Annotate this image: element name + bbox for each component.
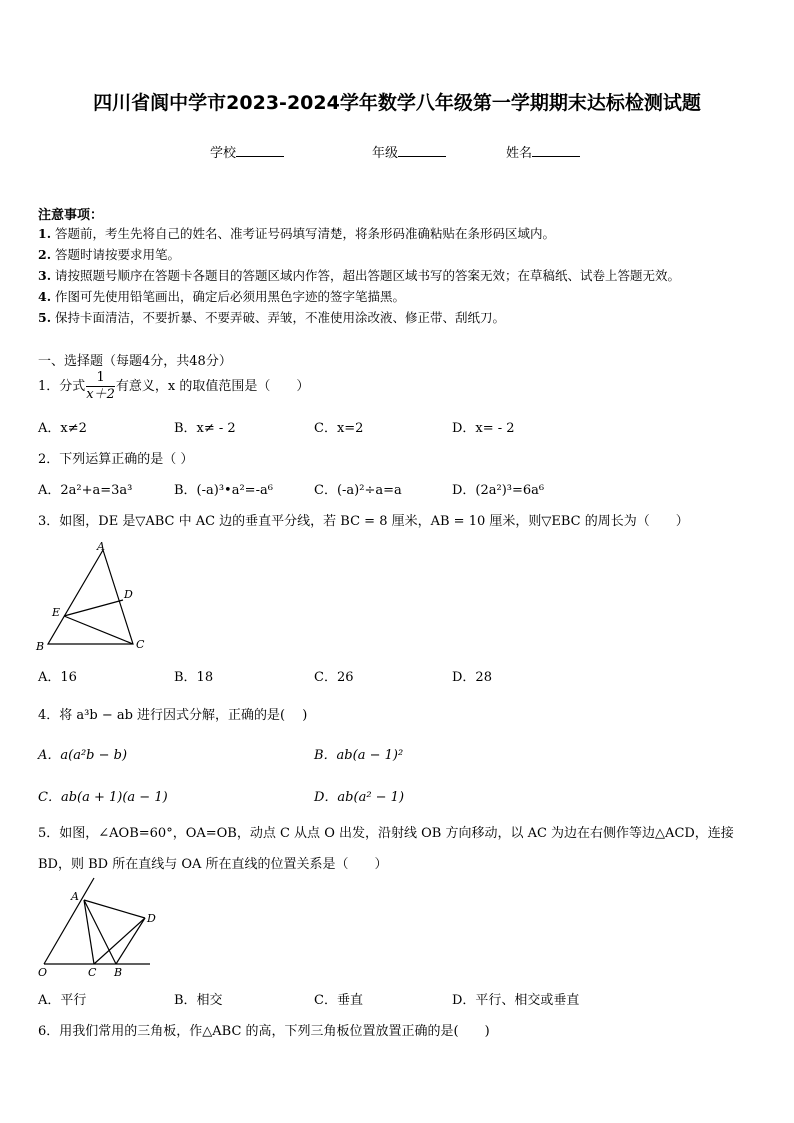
- notice-item: 4. 作图可先使用铅笔画出，确定后必须用黑色字迹的签字笔描黑。: [38, 289, 406, 304]
- q4-option-a: A．a(a²b − b): [38, 748, 128, 763]
- notice-item: 1. 答题前，考生先将自己的姓名、准考证号码填写清楚，将条形码准确粘贴在条形码区域内。: [38, 226, 556, 241]
- question-3: 3．如图，DE 是▽ABC 中 AC 边的垂直平分线，若 BC = 8 厘米，AB = 10 厘米，则▽EBC 的周长为（ ）: [38, 514, 689, 529]
- question-1: 1．分式 $\frac{1}{x+2}$ 有意义，x 的取值范围是（ ）: [38, 370, 310, 402]
- q2-option-b: B．(-a)³•a²=-a⁶: [174, 483, 273, 498]
- question-2: 2．下列运算正确的是（ ）: [38, 452, 194, 467]
- q3-option-a: A．16: [38, 670, 77, 685]
- question-5-line-1: 5．如图，∠AOB=60°，OA=OB，动点 C 从点 O 出发，沿射线 OB 方向移动，以 AC 为边在右侧作等边△ACD，连接: [38, 826, 734, 841]
- section-heading: 一、选择题（每题4分，共48分）: [38, 354, 232, 369]
- question-4: 4．将 a³b − ab 进行因式分解，正确的是( ): [38, 708, 308, 723]
- label-b: B: [36, 640, 45, 653]
- fraction: $\frac{1}{x+2}$: [86, 370, 115, 402]
- notice-heading: 注意事项：: [38, 208, 104, 223]
- q5-option-c: C．垂直: [314, 993, 363, 1008]
- label-e: E: [52, 606, 61, 619]
- q4-option-c: C．ab(a + 1)(a − 1): [38, 790, 168, 805]
- q1-option-b: B．x≠ - 2: [174, 421, 236, 436]
- grade-field: 年级: [372, 142, 446, 161]
- q3-option-b: B．18: [174, 670, 214, 685]
- q1-option-d: D．x= - 2: [452, 421, 515, 436]
- name-field: 姓名: [506, 142, 580, 161]
- question-6: 6．用我们常用的三角板，作△ABC 的高，下列三角板位置放置正确的是( ): [38, 1024, 490, 1039]
- school-field: 学校: [210, 142, 284, 161]
- triangle-abc-figure: [30, 538, 160, 656]
- notice-item: 2. 答题时请按要求用笔。: [38, 247, 181, 262]
- q4-option-d: D．ab(a² − 1): [314, 790, 405, 805]
- q2-option-d: D．(2a²)³=6a⁶: [452, 483, 545, 498]
- label-o: O: [38, 966, 48, 979]
- label-c: C: [88, 966, 97, 979]
- label-c: C: [136, 638, 145, 651]
- notice-item: 3. 请按照题号顺序在答题卡各题目的答题区域内作答，超出答题区域书写的答案无效；在草稿纸、试卷上答题无效。: [38, 268, 681, 283]
- q4-option-b: B．ab(a − 1)²: [314, 748, 404, 763]
- q2-option-c: C．(-a)²÷a=a: [314, 483, 402, 498]
- page-title: 四川省阆中学市2023-2024学年数学八年级第一学期期末达标检测试题: [93, 92, 701, 114]
- label-d: D: [124, 588, 133, 601]
- label-a: A: [97, 540, 105, 553]
- q3-option-d: D．28: [452, 670, 492, 685]
- q1-option-c: C．x=2: [314, 421, 364, 436]
- notice-item: 5. 保持卡面清洁，不要折暴、不要弄破、弄皱，不准使用涂改液、修正带、刮纸刀。: [38, 310, 506, 325]
- q3-option-c: C．26: [314, 670, 354, 685]
- q1-option-a: A．x≠2: [38, 421, 87, 436]
- angle-aob-figure: [30, 876, 160, 980]
- q2-option-a: A．2a²+a=3a³: [38, 483, 133, 498]
- label-a: A: [71, 890, 79, 903]
- q5-option-a: A．平行: [38, 993, 87, 1008]
- label-b: B: [114, 966, 123, 979]
- q5-option-b: B．相交: [174, 993, 223, 1008]
- label-d: D: [147, 912, 156, 925]
- q5-option-d: D．平行、相交或垂直: [452, 993, 580, 1008]
- question-5-line-2: BD，则 BD 所在直线与 OA 所在直线的位置关系是（ ）: [38, 857, 388, 872]
